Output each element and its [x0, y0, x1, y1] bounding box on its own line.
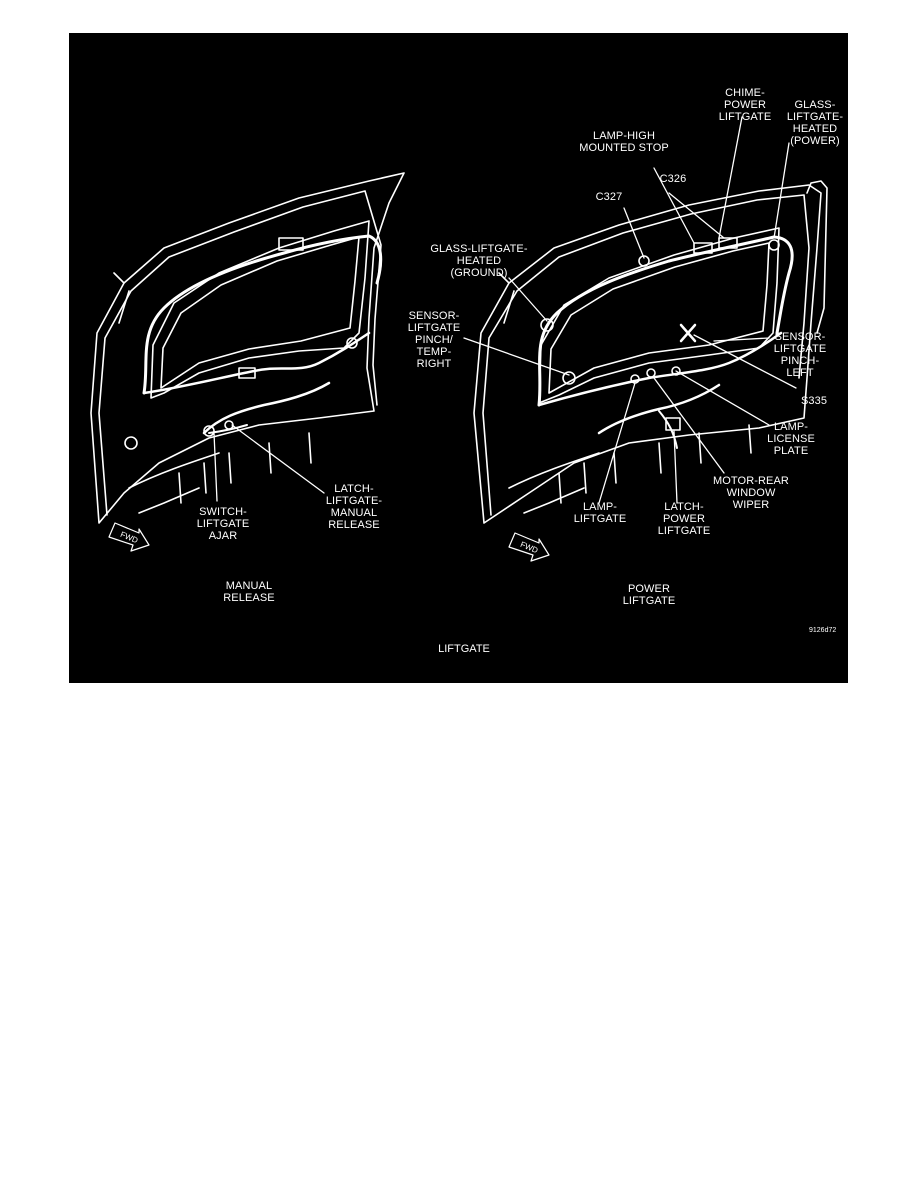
figure-title: LIFTGATE — [438, 643, 490, 655]
label-lamp-license-plate: LAMP- LICENSE PLATE — [767, 421, 815, 457]
label-latch-power-liftgate: LATCH- POWER LIFTGATE — [657, 501, 711, 537]
label-lamp-high-mounted-stop: LAMP-HIGH MOUNTED STOP — [579, 130, 669, 154]
label-switch-liftgate-ajar: SWITCH- LIFTGATE AJAR — [196, 506, 250, 542]
liftgate-diagram — [69, 33, 848, 683]
label-c326: C326 — [659, 173, 687, 185]
caption-manual-release: MANUAL RELEASE — [223, 580, 275, 604]
label-sensor-liftgate-pinch-left: SENSOR- LIFTGATE PINCH- LEFT — [773, 331, 827, 379]
label-glass-liftgate-heated-power: GLASS- LIFTGATE- HEATED (POWER) — [786, 99, 844, 147]
label-glass-liftgate-heated-ground: GLASS-LIFTGATE- HEATED (GROUND) — [430, 243, 528, 279]
manual-liftgate-drawing — [91, 173, 404, 523]
label-lamp-liftgate: LAMP- LIFTGATE — [573, 501, 627, 525]
label-s335: S335 — [800, 395, 828, 407]
power-fwd-label: FWD — [518, 539, 540, 556]
caption-power-liftgate: POWER LIFTGATE — [622, 583, 676, 607]
image-code: 9126d72 — [809, 627, 837, 634]
manual-leader-lines — [214, 425, 324, 501]
label-motor-rear-window-wiper: MOTOR-REAR WINDOW WIPER — [713, 475, 789, 511]
label-c327: C327 — [595, 191, 623, 203]
power-leader-lines — [464, 117, 796, 503]
label-latch-liftgate-manual-release: LATCH- LIFTGATE- MANUAL RELEASE — [325, 483, 383, 531]
manual-fwd-label: FWD — [118, 529, 140, 546]
label-sensor-liftgate-pinch-temp-right: SENSOR- LIFTGATE PINCH/ TEMP- RIGHT — [407, 310, 461, 370]
label-chime-power-liftgate: CHIME- POWER LIFTGATE — [718, 87, 772, 123]
